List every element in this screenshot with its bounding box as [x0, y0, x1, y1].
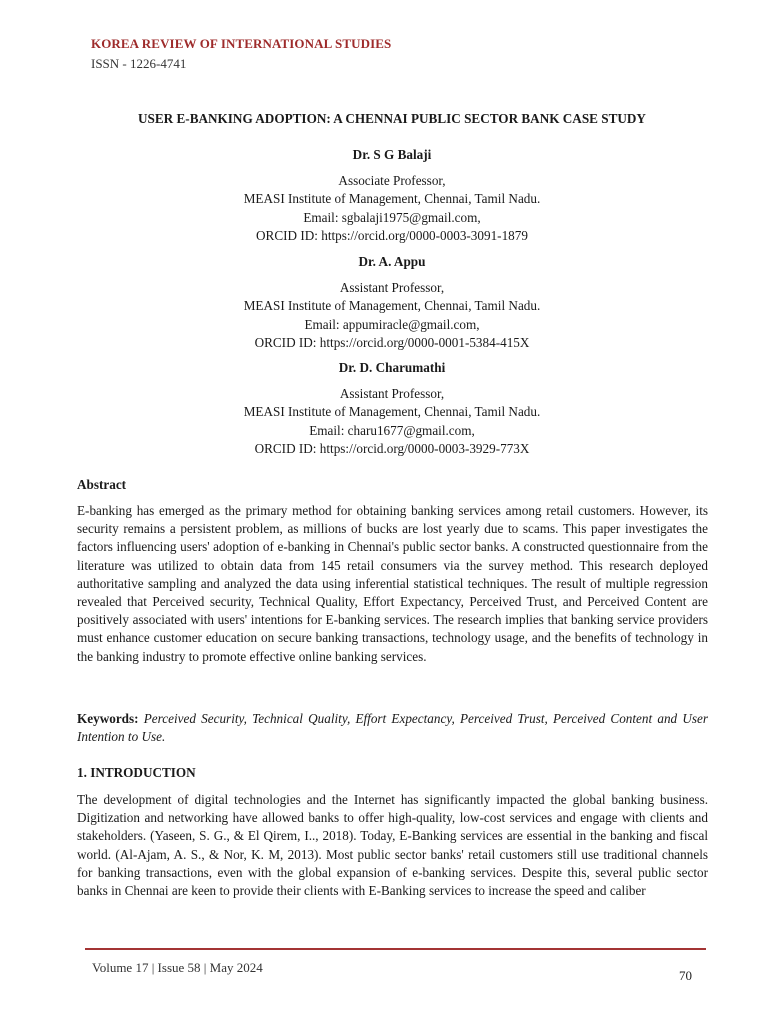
- author-email: Email: sgbalaji1975@gmail.com,: [303, 209, 481, 225]
- author-name: Dr. D. Charumathi: [338, 360, 446, 375]
- author-name: Dr. S G Balaji: [352, 147, 432, 162]
- footer-volume: Volume 17 | Issue 58 | May 2024: [92, 960, 263, 975]
- page-number: 70: [679, 968, 692, 983]
- author-position: Associate Professor,: [338, 173, 446, 188]
- author-position: Assistant Professor,: [339, 386, 445, 401]
- footer-rule: [85, 948, 706, 950]
- author-institution: MEASI Institute of Management, Chennai, Tamil Nadu.: [243, 404, 541, 420]
- author-position: Assistant Professor,: [339, 280, 445, 295]
- author-institution: MEASI Institute of Management, Chennai, Tamil Nadu.: [243, 298, 541, 314]
- journal-name: KOREA REVIEW OF INTERNATIONAL STUDIES: [91, 36, 392, 51]
- author-orcid: ORCID ID: https://orcid.org/0000-0001-5384-415X: [254, 334, 530, 350]
- introduction-heading: 1. INTRODUCTION: [77, 765, 196, 780]
- author-block-3: [76, 359, 708, 458]
- author-orcid: ORCID ID: https://orcid.org/0000-0003-3091-1879: [256, 227, 528, 243]
- author-block-1: [76, 146, 708, 245]
- author-block-2: [76, 253, 708, 352]
- author-email: Email: appumiracle@gmail.com,: [304, 316, 480, 332]
- author-orcid: ORCID ID: https://orcid.org/0000-0003-3929-773X: [254, 440, 530, 456]
- abstract-heading: Abstract: [77, 477, 127, 492]
- keywords: [77, 710, 708, 746]
- abstract-text: E-banking has emerged as the primary method for obtaining banking services among retail customers. However, its security remains a persistent problem, as millions of bucks are lost yearly due to scams. This paper investigates the factors influencing users' adoption of e-banking in Chennai's public sector banks. A constructed questionnaire from the literature was utilized to obtain data from 145 retail consumers via the survey method. This research deployed authoritative sampling and analyzed the data using inferential statistical techniques. The result of multiple regression revealed that Perceived security, Technical Quality, Effort Expectancy, Perceived Trust, and Perceived Content are positively associated with users' intentions for E-banking services. The research implies that banking service providers must enhance customer education on secure banking transactions, technology usage, and the benefits of technology in the banking industry to promote effective online banking services.: [77, 503, 708, 664]
- keywords-label: Keywords:: [77, 711, 139, 726]
- author-email: Email: charu1677@gmail.com,: [309, 422, 475, 438]
- introduction-text: The development of digital technologies and the Internet has significantly impacted the global banking business. Digitization and networking have allowed banks to offer high-quality, low-cost services and engage with clients and stakeholders. (Yaseen, S. G., & El Qirem, I.., 2018). Today, E-Banking services are essential in the banking and fiscal world. (Al-Ajam, A. S., & Nor, K. M, 2013). Most public sector banks' retail customers still use traditional channels for banking transactions, even with the global expansion of e-banking services. Despite this, several public sector banks in Chennai are keen to provide their clients with E-Banking services to increase the speed and caliber: [77, 792, 708, 899]
- keywords-text: Perceived Security, Technical Quality, Effort Expectancy, Perceived Trust, Perceived Content and User Intention to Use.: [77, 711, 708, 745]
- issn: ISSN - 1226-4741: [91, 56, 187, 71]
- author-name: Dr. A. Appu: [358, 254, 426, 269]
- author-institution: MEASI Institute of Management, Chennai, Tamil Nadu.: [243, 191, 541, 207]
- paper-title: USER E-BANKING ADOPTION: A CHENNAI PUBLIC SECTOR BANK CASE STUDY: [138, 111, 646, 126]
